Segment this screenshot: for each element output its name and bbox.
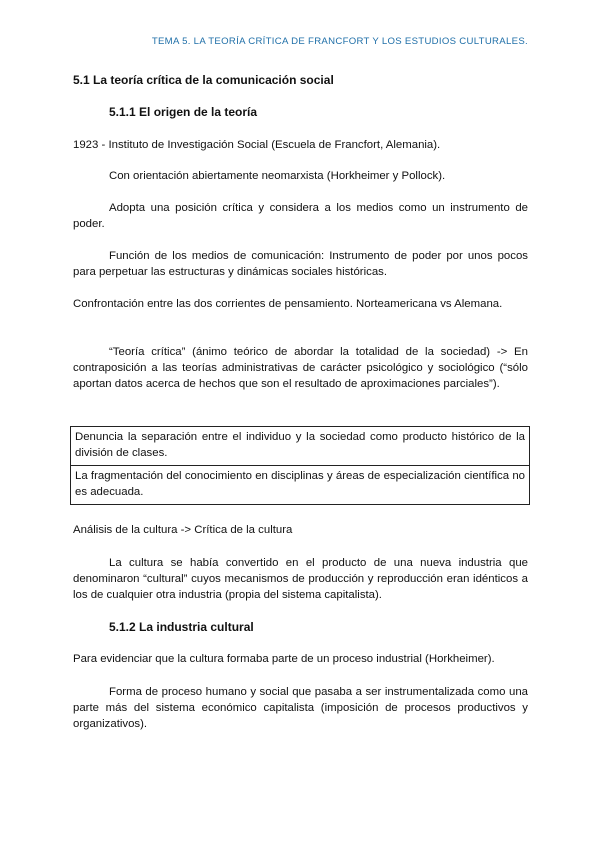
paragraph: Análisis de la cultura -> Crítica de la cultura [73,524,293,536]
subsection-heading-5-1-2: 5.1.2 La industria cultural [109,620,254,634]
subsection-heading-5-1-1: 5.1.1 El origen de la teoría [109,105,258,119]
paragraph: Confrontación entre las dos corrientes de pensamiento. Norteamericana vs Alemana. [73,298,503,310]
box-row: Denuncia la separación entre el individuo y la sociedad como producto histórico de la división de clases. [71,427,529,466]
paragraph: Adopta una posición crítica y considera a los medios como un instrumento de poder. [73,202,528,230]
paragraph: Para evidenciar que la cultura formaba parte de un proceso industrial (Horkheimer). [73,653,495,665]
paragraph: Función de los medios de comunicación: Instrumento de poder por unos pocos para perpetuar las estructuras y dinámicas sociales históricas. [73,250,528,278]
paragraph: Con orientación abiertamente neomarxista (Horkheimer y Pollock). [109,170,446,182]
page-header: TEMA 5. LA TEORÍA CRÍTICA DE FRANCFORT Y LOS ESTUDIOS CULTURALES. [151,36,528,47]
paragraph: “Teoría crítica” (ánimo teórico de abordar la totalidad de la sociedad) -> En contraposición a las teorías administrativas de carácter psicológico y sociológico (“sólo aportan datos acerca de hechos que son el resultado de aproximaciones parciales”). [73,346,528,390]
box-row: La fragmentación del conocimiento en disciplinas y áreas de especialización científica no es adecuada. [71,466,529,505]
paragraph: La cultura se había convertido en el producto de una nueva industria que denominaron “cultural” cuyos mecanismos de producción y reproducción eran idénticos a los de cualquier otra industria (propia del sistema capitalista). [73,557,528,601]
paragraph: 1923 - Instituto de Investigación Social (Escuela de Francfort, Alemania). [73,139,441,151]
section-heading-5-1: 5.1 La teoría crítica de la comunicación social [73,73,334,87]
bordered-box [70,426,530,505]
paragraph: Forma de proceso humano y social que pasaba a ser instrumentalizada como una parte más del sistema económico capitalista (imposición de procesos productivos y organizativos). [73,686,528,730]
